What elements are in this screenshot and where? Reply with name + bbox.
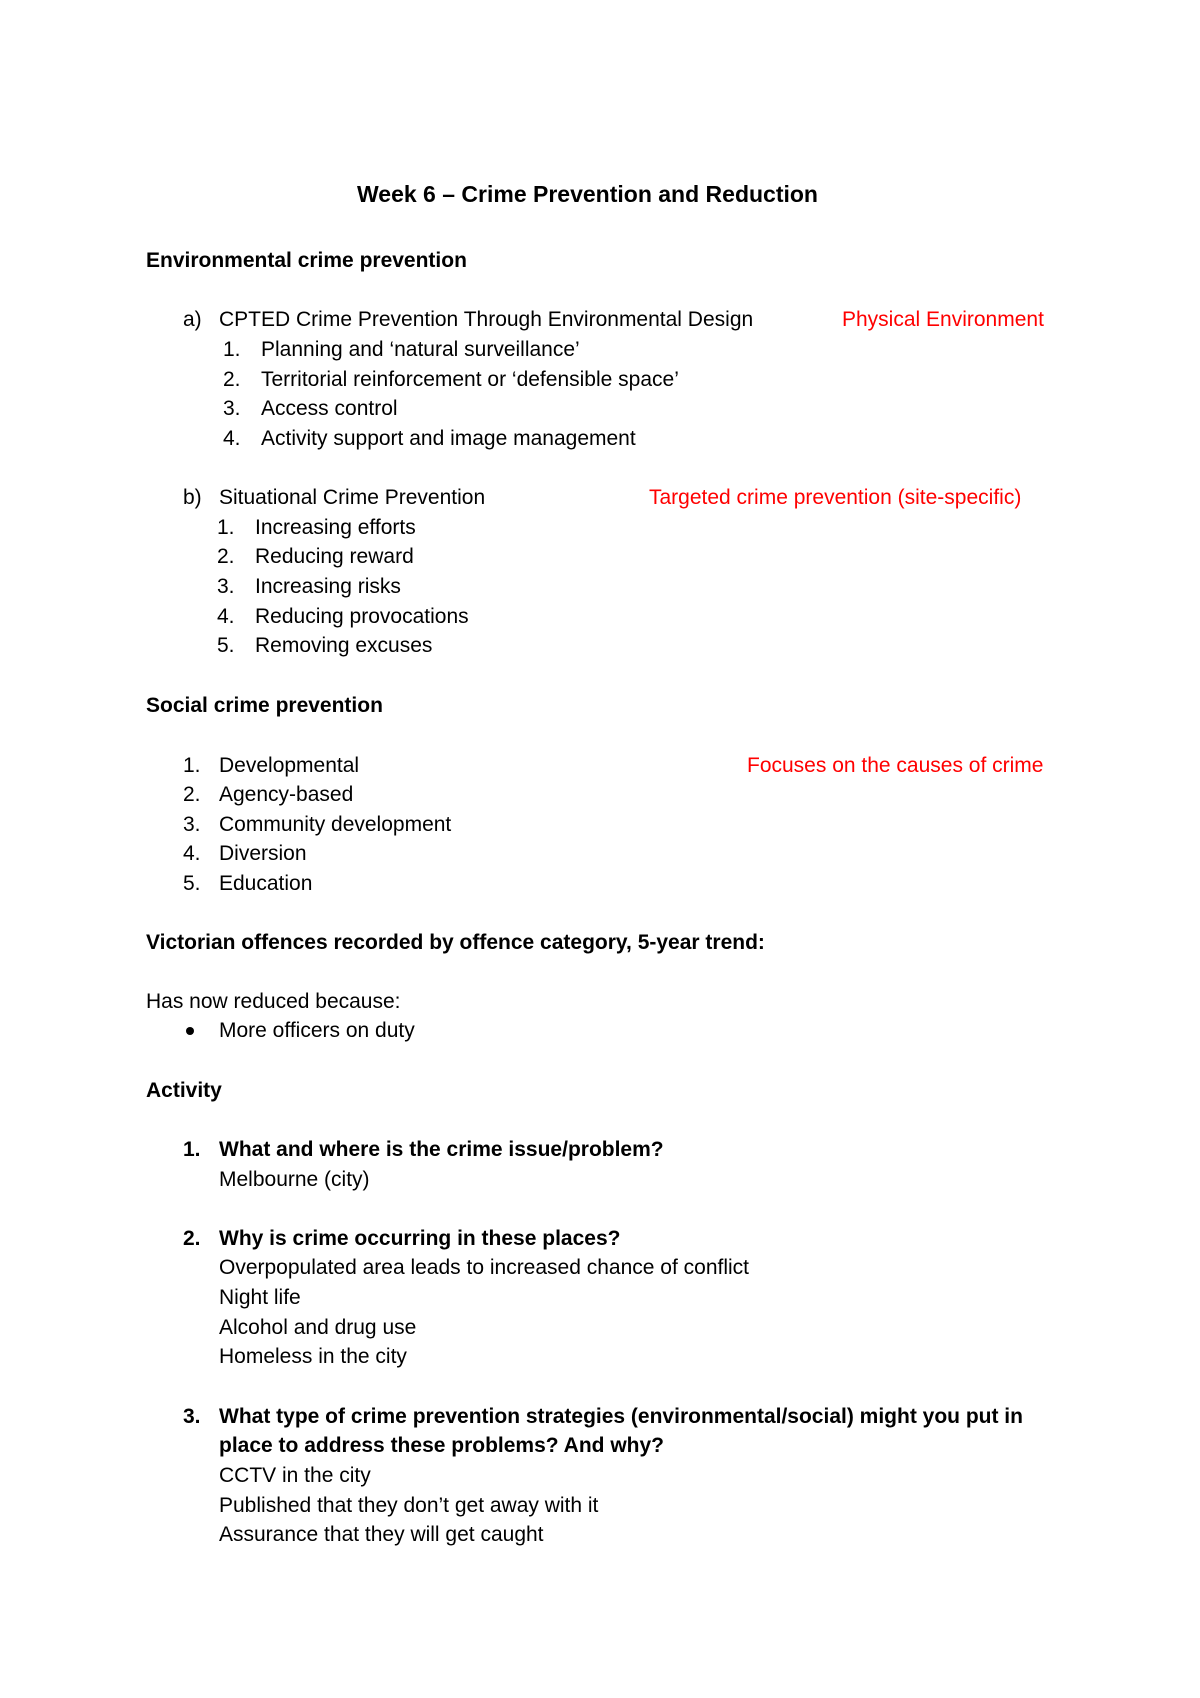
- list-number: 3.: [183, 813, 201, 836]
- question-text: place to address these problems? And why?: [219, 1434, 664, 1457]
- list-number: 4.: [183, 842, 201, 865]
- situational-note: Targeted crime prevention (site-specific): [649, 486, 1022, 509]
- list-number: 3.: [217, 575, 235, 598]
- list-item: Agency-based: [219, 783, 354, 806]
- section-heading-social: Social crime prevention: [146, 694, 383, 717]
- situational-label: Situational Crime Prevention: [219, 486, 486, 509]
- list-item: Increasing risks: [255, 575, 401, 598]
- list-number: 2.: [217, 545, 235, 568]
- answer-line: CCTV in the city: [219, 1464, 371, 1487]
- social-note: Focuses on the causes of crime: [747, 754, 1044, 777]
- section-heading-victorian: Victorian offences recorded by offence category, 5-year trend:: [146, 931, 765, 954]
- question-text: Why is crime occurring in these places?: [219, 1227, 621, 1250]
- answer-line: Published that they don’t get away with it: [219, 1494, 599, 1517]
- cpted-note: Physical Environment: [842, 308, 1044, 331]
- list-marker: b): [183, 486, 202, 509]
- list-item: Access control: [261, 397, 398, 420]
- list-item: Reducing reward: [255, 545, 414, 568]
- question-text: What type of crime prevention strategies (environmental/social) might you put in: [219, 1405, 1023, 1428]
- section-heading-activity: Activity: [146, 1079, 222, 1102]
- list-number: 1.: [217, 516, 235, 539]
- list-marker: a): [183, 308, 202, 331]
- list-item: Planning and ‘natural surveillance’: [261, 338, 580, 361]
- list-item: Reducing provocations: [255, 605, 469, 628]
- list-item: Removing excuses: [255, 634, 433, 657]
- list-number: 5.: [217, 634, 235, 657]
- bullet-icon: [186, 1027, 194, 1035]
- answer-line: Assurance that they will get caught: [219, 1523, 544, 1546]
- cpted-label: CPTED Crime Prevention Through Environmental Design: [219, 308, 754, 331]
- victorian-intro: Has now reduced because:: [146, 990, 401, 1013]
- bullet-item: More officers on duty: [219, 1019, 415, 1042]
- section-heading-environmental: Environmental crime prevention: [146, 249, 467, 272]
- list-number: 1.: [223, 338, 241, 361]
- answer-line: Night life: [219, 1286, 301, 1309]
- list-item: Increasing efforts: [255, 516, 416, 539]
- answer-line: Overpopulated area leads to increased chance of conflict: [219, 1256, 749, 1279]
- list-item: Community development: [219, 813, 452, 836]
- list-number: 2.: [223, 368, 241, 391]
- list-item: Diversion: [219, 842, 307, 865]
- list-item: Territorial reinforcement or ‘defensible space’: [261, 368, 679, 391]
- list-number: 5.: [183, 872, 201, 895]
- list-item: Activity support and image management: [261, 427, 636, 450]
- question-number: 2.: [183, 1227, 201, 1250]
- list-item: Developmental: [219, 754, 360, 777]
- question-text: What and where is the crime issue/problem?: [219, 1138, 664, 1161]
- list-number: 3.: [223, 397, 241, 420]
- question-number: 3.: [183, 1405, 201, 1428]
- page-title: Week 6 – Crime Prevention and Reduction: [357, 181, 818, 207]
- answer-line: Homeless in the city: [219, 1345, 407, 1368]
- answer-line: Melbourne (city): [219, 1168, 370, 1191]
- list-number: 1.: [183, 754, 201, 777]
- list-number: 2.: [183, 783, 201, 806]
- question-number: 1.: [183, 1138, 201, 1161]
- list-item: Education: [219, 872, 313, 895]
- answer-line: Alcohol and drug use: [219, 1316, 417, 1339]
- list-number: 4.: [217, 605, 235, 628]
- list-number: 4.: [223, 427, 241, 450]
